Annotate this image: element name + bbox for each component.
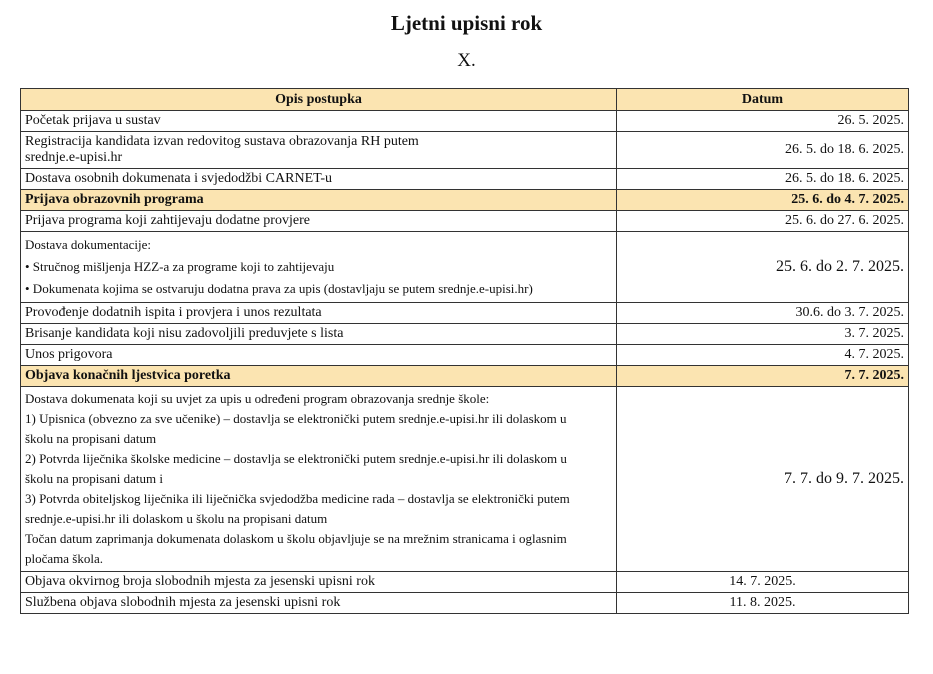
row-date: 25. 6. do 2. 7. 2025. [617, 232, 909, 303]
description-line: srednje.e-upisi.hr [25, 150, 123, 165]
row-description [21, 387, 617, 572]
table-row [21, 132, 909, 169]
table-row [21, 572, 909, 593]
description-line: srednje.e-upisi.hr ili dolaskom u školu na propisani datum [25, 511, 328, 526]
table-row [21, 324, 909, 345]
bullet-item: • Dokumenata kojima se ostvaruju dodatna prava za upis (dostavljaju se putem srednje.e-upisi.hr) [25, 281, 533, 296]
row-date: 26. 5. do 18. 6. 2025. [617, 169, 909, 190]
table-header-row [21, 89, 909, 111]
row-date: 4. 7. 2025. [617, 345, 909, 366]
row-description: Objava konačnih ljestvica poretka [21, 366, 617, 387]
row-description: Prijava obrazovnih programa [21, 190, 617, 211]
table-row [21, 345, 909, 366]
row-date: 25. 6. do 4. 7. 2025. [617, 190, 909, 211]
row-description [21, 132, 617, 169]
row-description: Dostava osobnih dokumenata i svjedodžbi CARNET-u [21, 169, 617, 190]
row-date: 26. 5. 2025. [617, 111, 909, 132]
description-line: Dostava dokumentacije: [25, 237, 151, 252]
description-line: Točan datum zaprimanja dokumenata dolaskom u školu objavljuje se na mrežnim stranicama i oglasnim [25, 531, 567, 546]
row-description: Prijava programa koji zahtijevaju dodatne provjere [21, 211, 617, 232]
row-description: Početak prijava u sustav [21, 111, 617, 132]
description-line: Dostava dokumenata koji su uvjet za upis u određeni program obrazovanja srednje škole: [25, 391, 490, 406]
table-row [21, 169, 909, 190]
row-date: 7. 7. do 9. 7. 2025. [617, 387, 909, 572]
header-date: Datum [617, 89, 909, 111]
table-row [21, 232, 909, 303]
schedule-table [20, 88, 909, 614]
section-number: X. [457, 50, 476, 71]
description-line: školu na propisani datum i [25, 471, 163, 486]
description-line: 2) Potvrda liječnika školske medicine – dostavlja se elektronički putem srednje.e-upisi.hr ili dolaskom u [25, 451, 567, 466]
description-line: pločama škola. [25, 551, 103, 566]
row-date: 7. 7. 2025. [617, 366, 909, 387]
row-date: 11. 8. 2025. [617, 593, 909, 614]
row-date: 3. 7. 2025. [617, 324, 909, 345]
description-line: Registracija kandidata izvan redovitog sustava obrazovanja RH putem [25, 134, 419, 149]
page-title: Ljetni upisni rok [390, 11, 543, 35]
description-line: 3) Potvrda obiteljskog liječnika ili liječnička svjedodžba medicine rada – dostavlja se elektronički putem [25, 491, 570, 506]
row-description: Službena objava slobodnih mjesta za jesenski upisni rok [21, 593, 617, 614]
row-description: Unos prigovora [21, 345, 617, 366]
highlighted-row [21, 366, 909, 387]
row-description [21, 232, 617, 303]
bullet-item: • Stručnog mišljenja HZZ-a za programe koji to zahtijevaju [25, 259, 335, 274]
header-description: Opis postupka [21, 89, 617, 111]
table-row [21, 111, 909, 132]
table-row [21, 387, 909, 572]
table-row [21, 303, 909, 324]
row-description: Objava okvirnog broja slobodnih mjesta za jesenski upisni rok [21, 572, 617, 593]
row-date: 26. 5. do 18. 6. 2025. [617, 132, 909, 169]
row-description: Brisanje kandidata koji nisu zadovoljili preduvjete s lista [21, 324, 617, 345]
table-row [21, 593, 909, 614]
row-date: 14. 7. 2025. [617, 572, 909, 593]
highlighted-row [21, 190, 909, 211]
description-line: školu na propisani datum [25, 431, 157, 446]
row-description: Provođenje dodatnih ispita i provjera i unos rezultata [21, 303, 617, 324]
row-date: 25. 6. do 27. 6. 2025. [617, 211, 909, 232]
description-line: 1) Upisnica (obvezno za sve učenike) – dostavlja se elektronički putem srednje.e-upisi.hr ili dolaskom u [25, 411, 567, 426]
row-date: 30.6. do 3. 7. 2025. [617, 303, 909, 324]
table-row [21, 211, 909, 232]
